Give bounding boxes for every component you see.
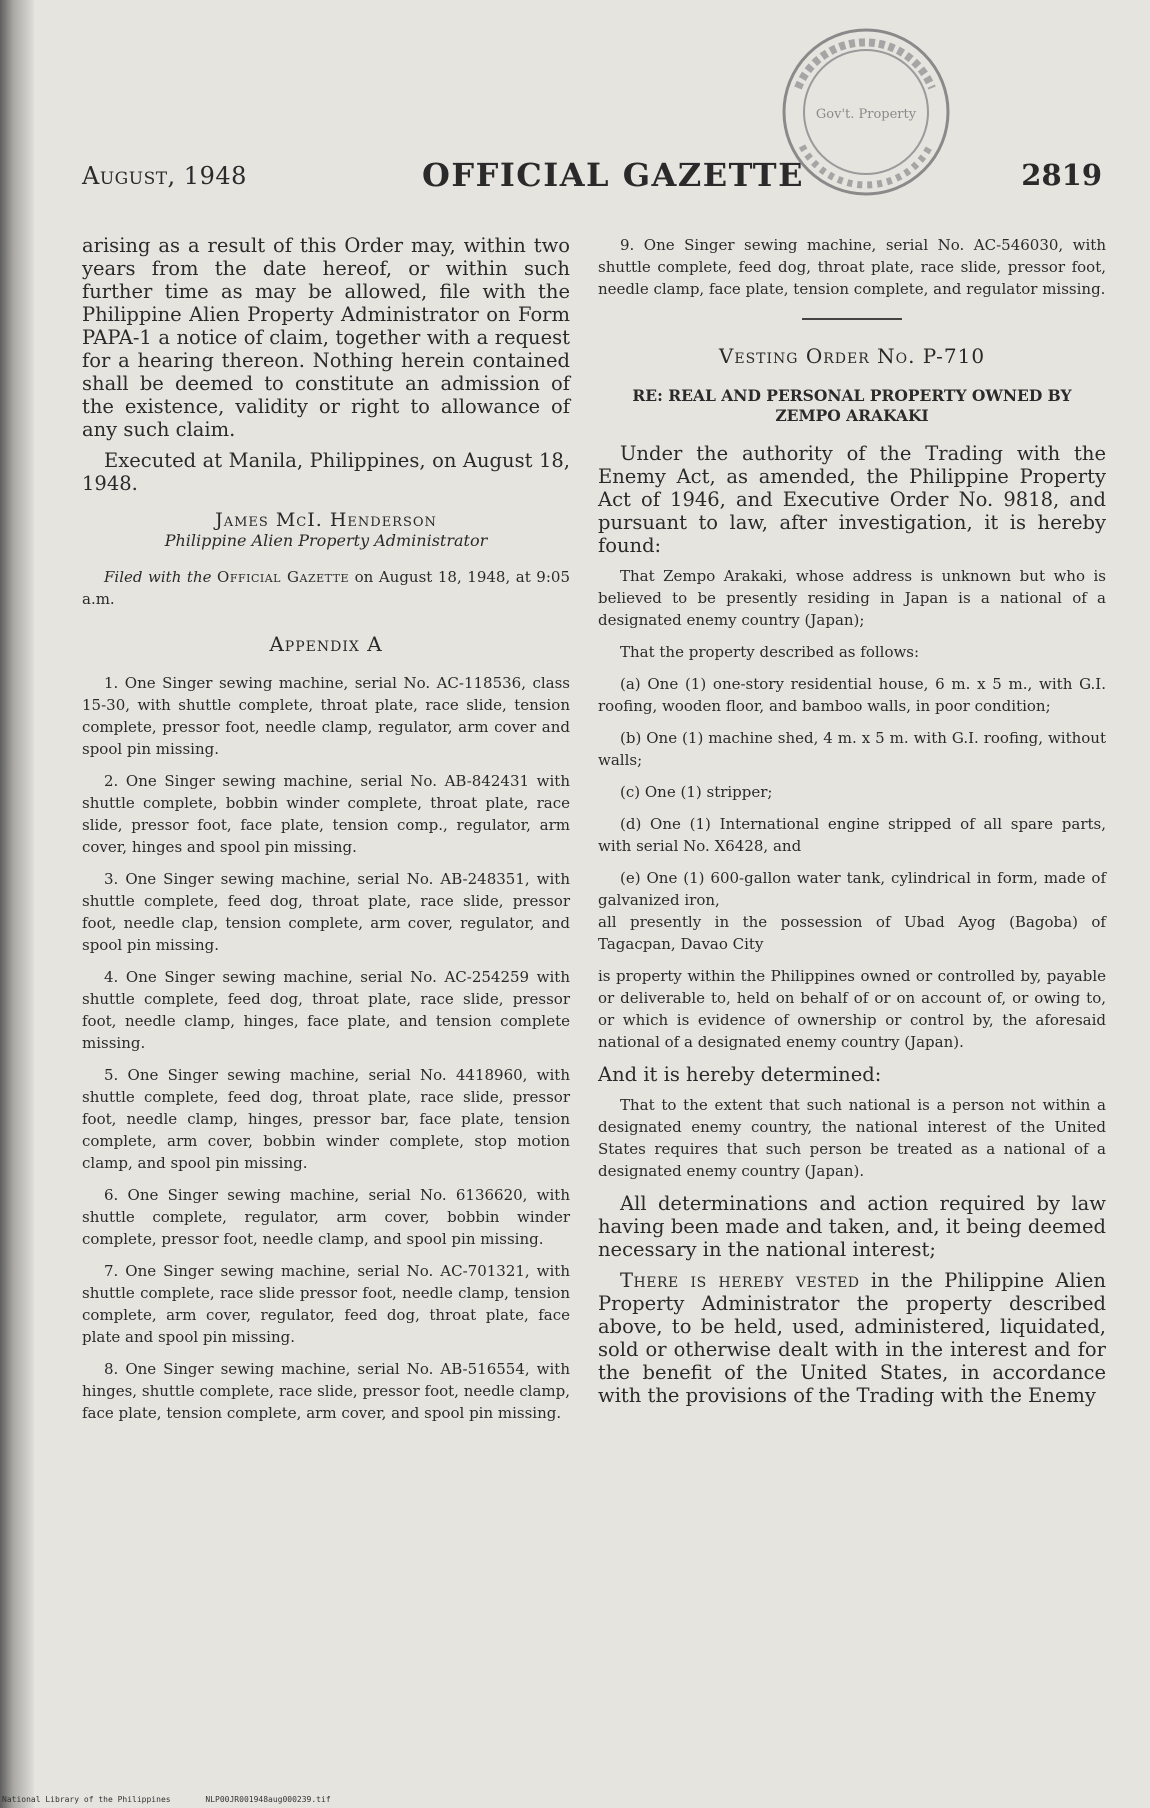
- filed-gazette: Official Gazette: [217, 568, 350, 586]
- header-title: OFFICIAL GAZETTE: [422, 156, 804, 194]
- stamp-text: Gov't. Property: [815, 107, 917, 122]
- determination-paragraph: That to the extent that such national is a person not within a designated enemy country, the national interest of the United States requires that such person be treated as a national of a designated enemy country (Japan).: [598, 1096, 1106, 1180]
- list-item: 2. One Singer sewing machine, serial No. AB-842431 with shuttle complete, bobbin winder complete, throat plate, race slide, pressor foot, face plate, tension comp., regulator, arm cover, hinges and spool pin missing.: [82, 772, 570, 856]
- property-item: (a) One (1) one-story residential house, 6 m. x 5 m., with G.I. roofing, wooden floor, and bamboo walls, in poor condition;: [598, 675, 1106, 715]
- property-stamp-icon: [772, 18, 960, 206]
- claim-paragraph: arising as a result of this Order may, within two years from the date hereof, or within such further time as may be allowed, file with the Philippine Alien Property Administrator on Form PAPA-1 a notice of claim, together with a request for a hearing thereon. Nothing herein contained shall be deemed to constitute an admission of the existence, validity or right to allowance of any such claim.: [82, 234, 570, 441]
- right-column: [598, 234, 1106, 1415]
- list-item: 6. One Singer sewing machine, serial No. 6136620, with shuttle complete, regulator, arm cover, bobbin winder complete, pressor foot, needle clamp, and spool pin missing.: [82, 1186, 570, 1248]
- appendix-heading: Appendix A: [269, 632, 383, 656]
- property-item: (c) One (1) stripper;: [620, 783, 773, 801]
- scan-edge-shadow: [0, 0, 34, 1808]
- list-item: 5. One Singer sewing machine, serial No. 4418960, with shuttle complete, feed dog, throat plate, race slide, pressor foot, needle clamp, hinges, pressor bar, face plate, tension complete, arm cover, bobbin winder complete, stop motion clamp, and spool pin missing.: [82, 1066, 570, 1172]
- authority-paragraph: Under the authority of the Trading with the Enemy Act, as amended, the Philippine Property Act of 1946, and Executive Order No. 9818, and pursuant to law, after investigation, it is hereby found:: [598, 442, 1106, 557]
- property-definition-paragraph: is property within the Philippines owned or controlled by, payable or deliverable to, held on behalf of or on account of, or owing to, or which is evidence of ownership or control by, the aforesaid national of a designated enemy country (Japan).: [598, 967, 1106, 1051]
- header-date: August, 1948: [82, 162, 247, 190]
- possession-paragraph: all presently in the possession of Ubad Ayog (Bagoba) of Tagacpan, Davao City: [598, 913, 1106, 953]
- property-item: (d) One (1) International engine stripped of all spare parts, with serial No. X6428, and: [598, 815, 1106, 855]
- footer-file: NLP00JR001948aug000239.tif: [205, 1795, 331, 1804]
- section-divider: [802, 318, 902, 320]
- filed-note: [82, 566, 570, 610]
- list-item: 1. One Singer sewing machine, serial No. AC-118536, class 15-30, with shuttle complete, throat plate, race slide, tension complete, pressor foot, needle clamp, regulator, arm cover and spool pin missing.: [82, 674, 570, 758]
- filed-prefix: Filed with the: [104, 568, 218, 586]
- vesting-rest: in the Philippine Alien Property Administrator the property described above, to be held, used, administered, liquidated, sold or otherwise dealt with in the interest and for the benefit of the United States, in accordance with the provisions of the Trading with the Enemy: [598, 1269, 1106, 1407]
- vesting-lead: There is hereby vested: [620, 1269, 860, 1292]
- finding-paragraph: That Zempo Arakaki, whose address is unknown but who is believed to be presently residing in Japan is a national of a designated enemy country (Japan);: [598, 567, 1106, 629]
- left-column: [82, 234, 570, 1434]
- all-determinations-paragraph: All determinations and action required by law having been made and taken, and, it being deemed necessary in the national interest;: [598, 1192, 1106, 1261]
- vesting-order-heading: Vesting Order No. P-710: [718, 344, 986, 368]
- list-item: 9. One Singer sewing machine, serial No. AC-546030, with shuttle complete, feed dog, throat plate, race slide, pressor foot, needle clamp, face plate, tension complete, and regulator missing.: [598, 236, 1106, 298]
- list-item: 7. One Singer sewing machine, serial No. AC-701321, with shuttle complete, race slide pressor foot, needle clamp, tension complete, arm cover, regulator, feed dog, throat plate, face plate and spool pin missing.: [82, 1262, 570, 1346]
- scan-footer: [2, 1795, 361, 1804]
- footer-library: National Library of the Philippines: [2, 1795, 171, 1804]
- re-heading: RE: REAL AND PERSONAL PROPERTY OWNED BY ZEMPO ARAKAKI: [632, 386, 1072, 425]
- list-item: 4. One Singer sewing machine, serial No. AC-254259 with shuttle complete, feed dog, throat plate, race slide, pressor foot, needle clamp, hinges, face plate, and tension complete missing.: [82, 968, 570, 1052]
- signer-title: Philippine Alien Property Administrator: [164, 531, 488, 550]
- property-item: (e) One (1) 600-gallon water tank, cylindrical in form, made of galvanized iron,: [598, 869, 1106, 909]
- finding-paragraph: That the property described as follows:: [620, 643, 920, 661]
- signer-name: James McI. Henderson: [215, 509, 437, 531]
- vesting-paragraph: [598, 1269, 1106, 1407]
- list-item: 3. One Singer sewing machine, serial No. AB-248351, with shuttle complete, feed dog, throat plate, race slide, pressor foot, needle clap, tension complete, arm cover, regulator, and spool pin missing.: [82, 870, 570, 954]
- determined-heading: And it is hereby determined:: [598, 1063, 882, 1086]
- executed-paragraph: Executed at Manila, Philippines, on August 18, 1948.: [82, 449, 570, 495]
- property-item: (b) One (1) machine shed, 4 m. x 5 m. with G.I. roofing, without walls;: [598, 729, 1106, 769]
- list-item: 8. One Singer sewing machine, serial No. AB-516554, with hinges, shuttle complete, race slide, pressor foot, needle clamp, face plate, tension complete, arm cover, and spool pin missing.: [82, 1360, 570, 1422]
- header-page-number: 2819: [1021, 158, 1102, 192]
- filed-suffix: on August 18, 1948, at 9:05 a.m.: [82, 568, 570, 608]
